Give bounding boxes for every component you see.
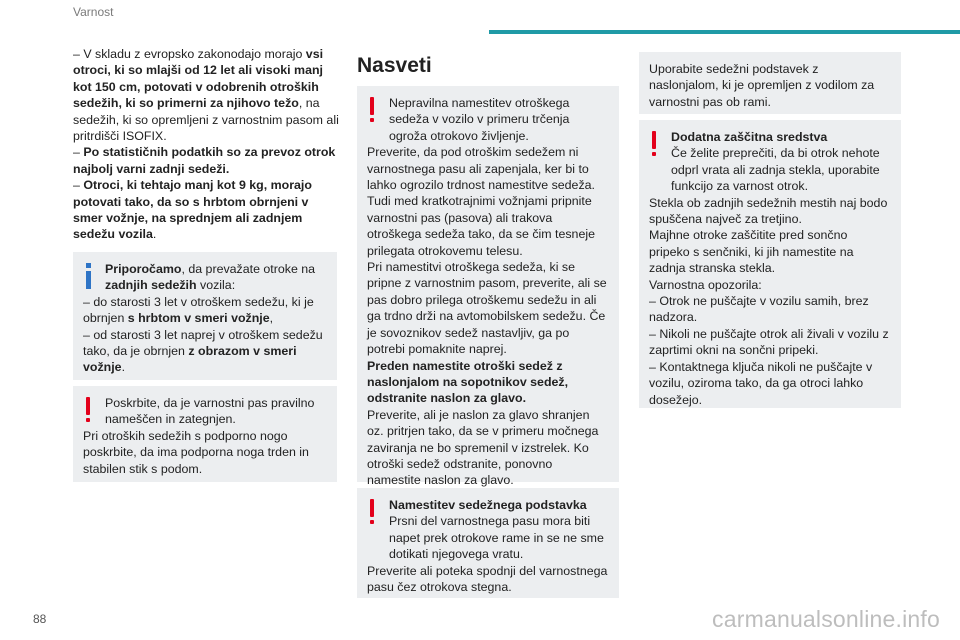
warning-text: Če želite preprečiti, da bi otrok nehote odprl vrata ali zadnja stekla, uporabite funkcijo za varnost otrok.	[671, 146, 880, 194]
paragraph-under-9kg	[73, 177, 339, 243]
warning-text: Prsni del varnostnega pasu mora biti napet prek otrokove rame in se ne sme dotikati njegovega vratu.	[389, 514, 604, 562]
warning-text: Tudi med kratkotrajnimi vožnjami pripnite varnostni pas (pasova) ali trakova otroškega sedeža tako, da se čim tesneje prilegata otrokovemu telesu.	[367, 194, 595, 258]
section-title: Nasveti	[357, 54, 432, 77]
text: ,	[269, 311, 274, 326]
note-box-booster-backrest	[639, 52, 901, 114]
warning-text: Nepravilna namestitev otroškega sedeža v vozilo v primeru trčenja ogroža otrokovo življenje.	[389, 96, 570, 143]
watermark: carmanualsonline.info	[712, 606, 940, 632]
warning-text: – Otrok ne puščajte v vozilu samih, brez nadzora.	[649, 294, 869, 325]
text: –	[73, 145, 84, 160]
section-header: Varnost	[73, 5, 114, 19]
text-bold: Priporočamo	[105, 262, 182, 276]
warning-icon	[368, 499, 376, 527]
warning-text: Pri namestitvi otroškega sedeža, ki se pripne z varnostnim pasom, preverite, ali se pas dobro prilega otroškemu sedežu in ali ga trdno drži na avtomobilskem sedežu. Če je sovoznikov sedež nastavljiv, ga po potrebi pomaknite naprej.	[367, 260, 607, 357]
warning-text: Preverite, da pod otroškim sedežem ni varnostnega pasu ali zapenjala, ker bi to lahko ogrozilo trdnost namestitve sedeža.	[367, 145, 595, 193]
text: , da prevažate otroke na	[181, 262, 316, 276]
text-bold: s hrbtom v smeri vožnje	[127, 311, 270, 326]
warning-title: Dodatna zaščitna sredstva	[671, 130, 828, 144]
page-number: 88	[33, 612, 47, 626]
text: – V skladu z evropsko zakonodajo morajo	[73, 47, 306, 61]
text: – do starosti 3 let v otroškem sedežu, ki je obrnjen	[83, 294, 314, 326]
info-item-over-3	[83, 327, 327, 376]
warning-text: Stekla ob zadnjih sedežnih mestih naj bodo spuščena največ za tretjino.	[649, 195, 888, 227]
warning-box-seatbelt	[73, 386, 337, 482]
text: – od starosti 3 let naprej v otroškem sedežu tako, da je obrnjen	[83, 327, 323, 359]
warning-text: – Kontaktnega ključa nikoli ne puščajte v vozilu, oziroma tako, da ga otroci lahko dosežejo.	[649, 359, 873, 407]
paragraph-rear-seats	[73, 144, 339, 177]
text-bold: Po statističnih podatkih so za prevoz otrok najbolj varni zadnji sedeži.	[73, 145, 336, 176]
warning-text: Preverite, ali je naslon za glavo shranjen oz. pritrjen tako, da se v primeru močnega zaviranja ne bo spremenil v izstrelek. Ko otroški sedež odstranite, ponovno namestite naslon za glavo.	[367, 407, 599, 488]
warning-text: Poskrbite, da je varnostni pas pravilno nameščen in zategnjen.	[105, 396, 315, 427]
info-box-recommendation	[73, 252, 337, 380]
warning-text: Varnostna opozorila:	[649, 277, 762, 292]
text: vozila:	[196, 278, 236, 293]
warning-text-bold: Preden namestite otroški sedež z naslonjalom na sopotnikov sedež, odstranite naslon za glavo.	[367, 358, 569, 406]
info-intro	[83, 261, 327, 294]
header-accent-bar	[489, 30, 960, 34]
warning-text: Pri otroških sedežih s podporno nogo poskrbite, da ima podporna noga trden in stabilen stik s podom.	[83, 428, 309, 476]
warning-icon	[368, 97, 376, 125]
warning-box-booster	[357, 488, 619, 598]
paragraph-age-rule	[73, 46, 339, 144]
warning-text: – Nikoli ne puščajte otrok ali živali v vozilu z zaprtimi okni na sončni pripeki.	[649, 326, 889, 358]
column-1	[73, 46, 339, 243]
warning-text: Preverite ali poteka spodnji del varnostnega pasu čez otrokova stegna.	[367, 563, 608, 595]
text: .	[152, 227, 157, 242]
warning-title: Namestitev sedežnega podstavka	[389, 498, 587, 512]
warning-box-installation	[357, 86, 619, 488]
warning-icon	[650, 131, 658, 159]
text-bold: Otroci, ki tehtajo manj kot 9 kg, morajo potovati tako, da so s hrbtom obrnjeni v smer vožnje, na sprednjem ali zadnjem sedežu vozila	[73, 178, 312, 242]
warning-text: Majhne otroke zaščitite pred sončno pripeko s senčniki, ki jih namestite na zadnja stranska stekla.	[649, 228, 854, 276]
text: .	[121, 360, 126, 375]
warning-box-extra-protection	[639, 120, 901, 408]
info-item-under-3	[83, 294, 327, 327]
info-icon	[85, 263, 93, 291]
text: –	[73, 178, 84, 193]
text-bold: vsi otroci, ki so mlajši od 12 let ali visoki manj kot 150 cm, potovati v odobrenih otroških sedežih, ki so primerni za njihovo težo	[73, 47, 324, 111]
text-bold: z obrazom v smeri vožnje	[83, 344, 297, 375]
note-text: Uporabite sedežni podstavek z naslonjalom, ki je opremljen z vodilom za varnostni pas ob rami.	[649, 62, 875, 109]
warning-icon	[84, 397, 92, 425]
text: , na sedežih, ki so opremljeni z varnostnim pasom ali pritrdišči ISOFIX.	[73, 96, 339, 144]
text-bold: zadnjih sedežih	[105, 278, 197, 293]
